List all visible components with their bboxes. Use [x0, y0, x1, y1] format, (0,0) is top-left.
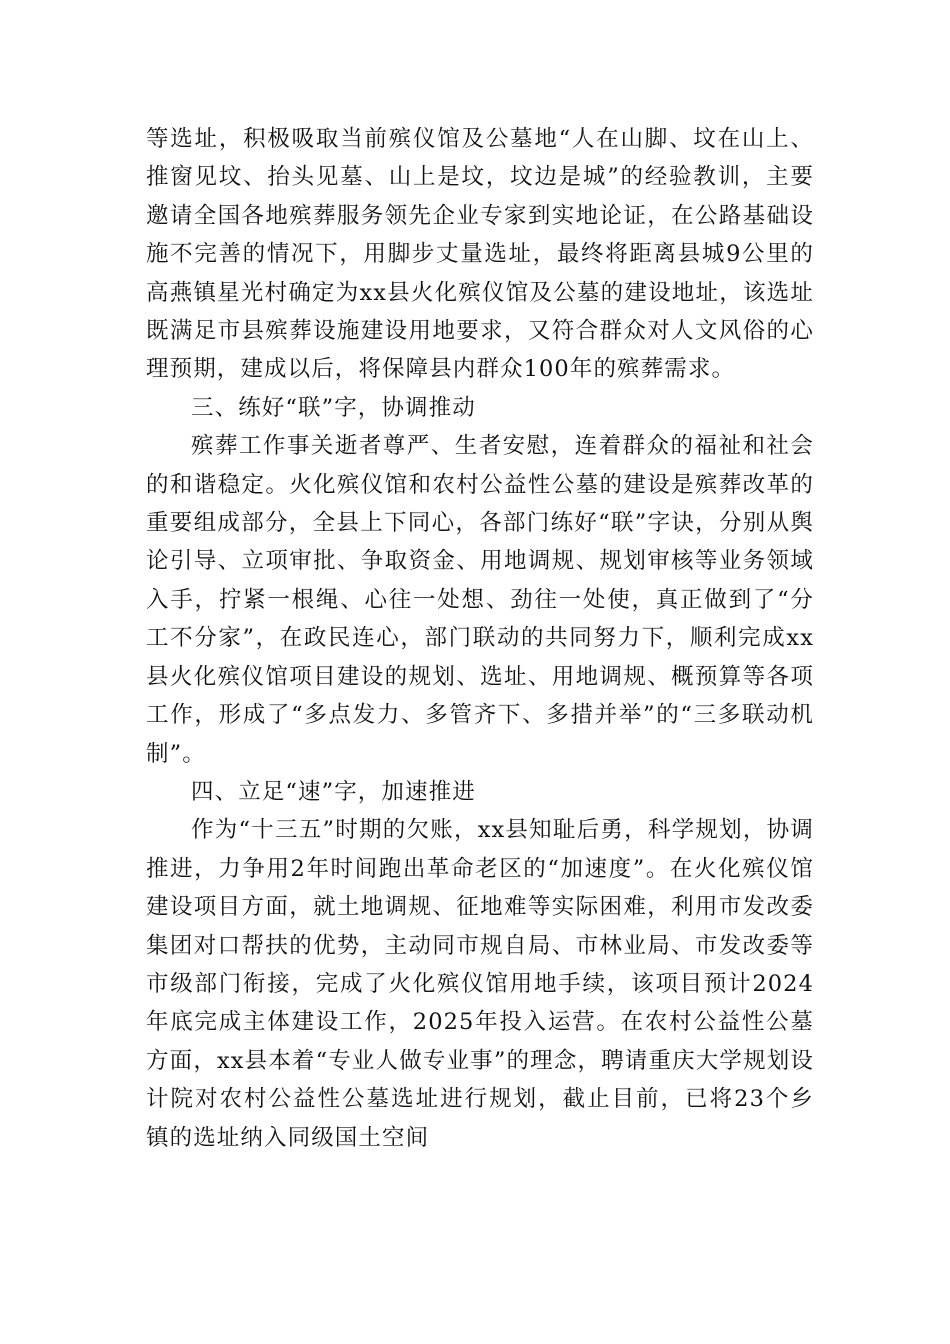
section-heading-3: 三、练好“联”字，协调推动 [191, 394, 476, 421]
document-page [146, 120, 814, 1157]
paragraph-acceleration: 作为“十三五”时期的欠账，xx县知耻后勇，科学规划，协调推进，力争用2年时间跑出革命老区的“加速度”。在火化殡仪馆建设项目方面，就土地调规、征地难等实际困难，利用市发改委集团对口帮扶的优势，主动同市规自局、市林业局、市发改委等市级部门衔接，完成了火化殡仪馆用地手续，该项目预计2024年底完成主体建设工作，2025年投入运营。在农村公益性公墓方面，xx县本着“专业人做专业事”的理念，聘请重庆大学规划设计院对农村公益性公墓选址进行规划，截止目前，已将23个乡镇的选址纳入同级国土空间 [146, 817, 814, 1151]
paragraph-coordination: 殡葬工作事关逝者尊严、生者安慰，连着群众的福祉和社会的和谐稳定。火化殡仪馆和农村公益性公墓的建设是殡葬改革的重要组成部分，全县上下同心，各部门练好“联”字诀，分别从舆论引导、立项审批、争取资金、用地调规、规划审核等业务领域入手，拧紧一根绳、心往一处想、劲往一处使，真正做到了“分工不分家”，在政民连心，部门联动的共同努力下，顺利完成xx县火化殡仪馆项目建设的规划、选址、用地调规、概预算等各项工作，形成了“多点发力、多管齐下、多措并举”的“三多联动机制”。 [146, 433, 814, 767]
section-heading-4: 四、立足“速”字，加速推进 [191, 778, 476, 805]
paragraph-site-selection: 等选址，积极吸取当前殡仪馆及公墓地“人在山脚、坟在山上、推窗见坟、抬头见墓、山上是坟，坟边是城”的经验教训，主要邀请全国各地殡葬服务领先企业专家到实地论证，在公路基础设施不完善的情况下，用脚步丈量选址，最终将距离县城9公里的高燕镇星光村确定为xx县火化殡仪馆及公墓的建设地址，该选址既满足市县殡葬设施建设用地要求，又符合群众对人文风俗的心理预期，建成以后，将保障县内群众100年的殡葬需求。 [146, 126, 814, 383]
